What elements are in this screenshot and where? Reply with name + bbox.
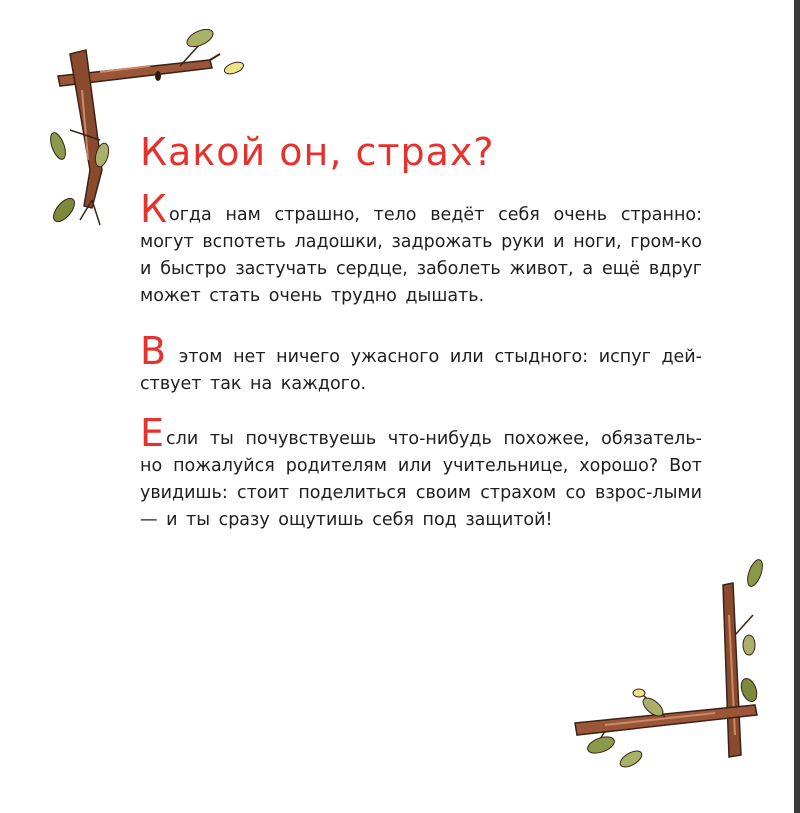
paragraph-3-initial: Е [140, 411, 165, 455]
page-edge [794, 0, 800, 813]
paragraph-2 [140, 329, 702, 398]
paragraph-3 [140, 411, 702, 534]
paragraph-1 [140, 187, 702, 310]
paragraph-2-initial: В [140, 329, 167, 373]
page-title: Какой он, страх? [140, 130, 495, 174]
paragraph-1-initial: К [140, 187, 167, 231]
paragraph-2-text: этом нет ничего ужасного или стыдного: испуг дей-ствует так на каждого. [140, 347, 702, 394]
paragraph-1-text: огда нам страшно, тело ведёт себя очень странно: могут вспотеть ладошки, задрожать руки и ноги, гром-ко и быстро застучать сердце, заболеть живот, а ещё вдруг может стать очень трудно дышать. [140, 205, 702, 306]
paragraph-3-text: сли ты почувствуешь что-нибудь похожее, обязатель-но пожалуйся родителям или учительнице, хорошо? Вот увидишь: стоит поделиться своим страхом со взрос-лыми — и ты сразу ощутишь себя под защитой! [140, 429, 702, 530]
branch-corner-bottom-right-illustration [565, 555, 765, 780]
